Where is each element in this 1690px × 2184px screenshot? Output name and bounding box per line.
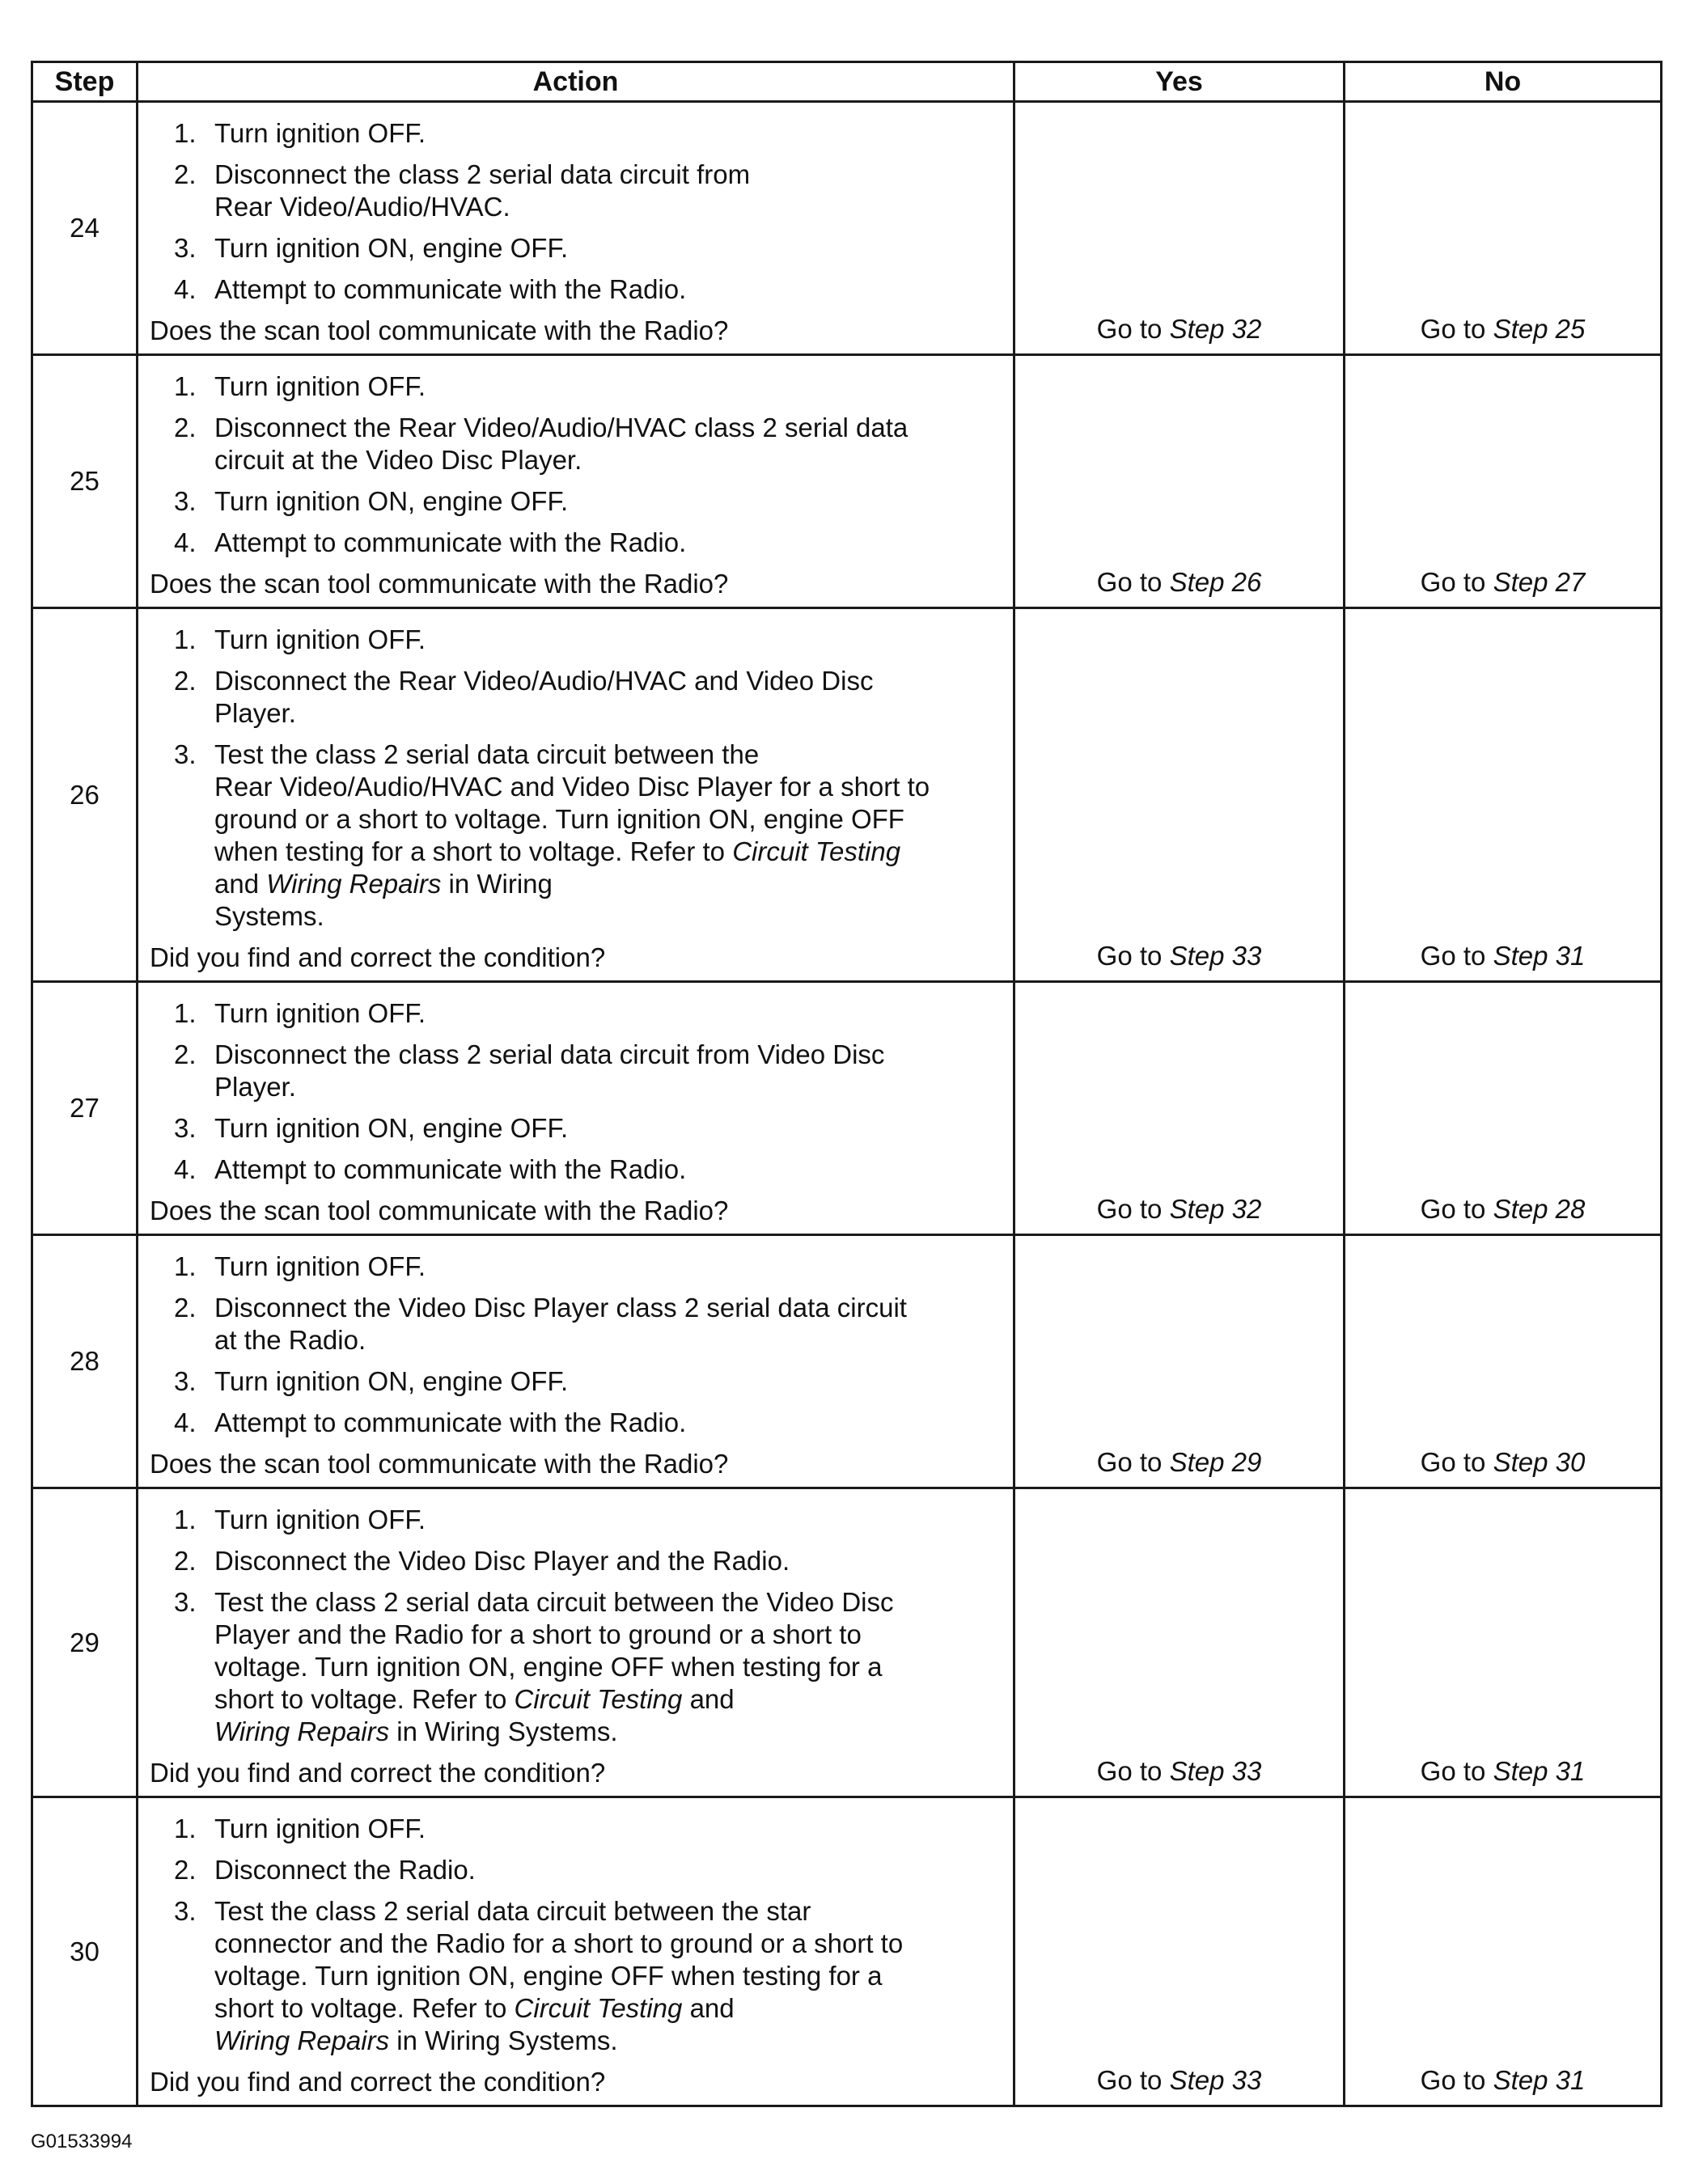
yes-result-step-target: Step 33	[1169, 1756, 1262, 1786]
action-text: Attempt to communicate with the Radio.	[214, 1407, 687, 1437]
step-question: Did you find and correct the condition?	[150, 942, 606, 972]
action-text: Player and the Radio for a short to ground or a short to	[214, 1619, 862, 1649]
action-text: when testing for a short to voltage. Refer to	[214, 836, 733, 866]
action-cell	[138, 982, 1014, 1235]
no-result-cell	[1345, 355, 1662, 608]
action-item	[150, 370, 1002, 403]
no-result-step-target: Step 31	[1493, 1756, 1586, 1786]
action-item-number: 3.	[174, 1896, 197, 1926]
action-text: Turn ignition OFF.	[214, 371, 426, 401]
action-text: Test the class 2 serial data circuit between the	[214, 739, 760, 769]
no-result-cell	[1345, 1235, 1662, 1488]
action-item-number: 4.	[174, 1154, 197, 1184]
action-text: Attempt to communicate with the Radio.	[214, 274, 687, 304]
yes-result-prefix: Go to	[1096, 1756, 1170, 1786]
no-result-prefix: Go to	[1420, 1447, 1493, 1477]
action-item	[150, 665, 1002, 730]
yes-result-cell	[1014, 982, 1345, 1235]
action-text: voltage. Turn ignition ON, engine OFF when testing for a	[214, 1652, 883, 1682]
action-item	[150, 1813, 1002, 1845]
action-cell	[138, 608, 1014, 982]
action-cell	[138, 1797, 1014, 2106]
action-text: Disconnect the Video Disc Player class 2 serial data circuit	[214, 1293, 907, 1323]
step-number: 28	[32, 1235, 138, 1488]
action-text: Systems.	[214, 901, 324, 931]
no-result-step-target: Step 27	[1493, 567, 1586, 597]
action-item	[150, 1251, 1002, 1283]
diagnostic-table	[31, 61, 1662, 2107]
action-text: Attempt to communicate with the Radio.	[214, 527, 687, 557]
action-list	[150, 997, 1002, 1186]
action-text: Turn ignition OFF.	[214, 624, 426, 654]
action-text: at the Radio.	[214, 1325, 366, 1355]
action-item-number: 3.	[174, 1366, 197, 1396]
action-item	[150, 527, 1002, 559]
action-text: short to voltage. Refer to	[214, 1684, 515, 1714]
action-item	[150, 1545, 1002, 1577]
step-question: Does the scan tool communicate with the Radio?	[150, 1196, 729, 1225]
action-text: Rear Video/Audio/HVAC and Video Disc Player for a short to	[214, 772, 930, 802]
action-item	[150, 1292, 1002, 1357]
no-result-step-target: Step 31	[1493, 2065, 1586, 2095]
step-number: 24	[32, 102, 138, 355]
action-text: Turn ignition ON, engine OFF.	[214, 1113, 569, 1143]
action-list	[150, 1504, 1002, 1748]
no-result-prefix: Go to	[1420, 2065, 1493, 2095]
action-list	[150, 1813, 1002, 2057]
action-text: Disconnect the class 2 serial data circuit from Video Disc	[214, 1039, 885, 1069]
action-item	[150, 159, 1002, 223]
action-cell	[138, 1235, 1014, 1488]
action-text: Player.	[214, 698, 296, 728]
action-text: connector and the Radio for a short to ground or a short to	[214, 1928, 904, 1958]
yes-result-step-target: Step 26	[1169, 567, 1262, 597]
yes-result-step-target: Step 32	[1169, 1194, 1262, 1224]
action-cell	[138, 355, 1014, 608]
action-item-number: 2.	[174, 1293, 197, 1323]
yes-result-cell	[1014, 608, 1345, 982]
column-header-no: No	[1345, 62, 1662, 102]
action-item-number: 1.	[174, 1814, 197, 1843]
action-text: Turn ignition ON, engine OFF.	[214, 1366, 569, 1396]
action-text: Turn ignition OFF.	[214, 998, 426, 1028]
action-text: Disconnect the Radio.	[214, 1855, 476, 1885]
action-text: Turn ignition ON, engine OFF.	[214, 486, 569, 516]
action-item	[150, 412, 1002, 476]
no-result-prefix: Go to	[1420, 941, 1493, 971]
action-text: short to voltage. Refer to	[214, 1993, 515, 2023]
action-item-number: 2.	[174, 1039, 197, 1069]
yes-result-cell	[1014, 1235, 1345, 1488]
action-item	[150, 1153, 1002, 1186]
action-text: Attempt to communicate with the Radio.	[214, 1154, 687, 1184]
action-item-number: 2.	[174, 1546, 197, 1576]
table-row	[32, 1235, 1662, 1488]
action-text: Turn ignition OFF.	[214, 118, 426, 148]
action-list	[150, 117, 1002, 306]
action-text: Turn ignition OFF.	[214, 1251, 426, 1281]
action-text: in Wiring Systems.	[389, 1716, 618, 1746]
no-result-step-target: Step 30	[1493, 1447, 1586, 1477]
action-item-number: 2.	[174, 413, 197, 442]
action-text: Turn ignition OFF.	[214, 1814, 426, 1843]
action-item	[150, 232, 1002, 265]
action-text: Test the class 2 serial data circuit between the Video Disc	[214, 1587, 894, 1617]
action-text: circuit at the Video Disc Player.	[214, 445, 582, 475]
no-result-step-target: Step 28	[1493, 1194, 1586, 1224]
action-text: Turn ignition ON, engine OFF.	[214, 233, 569, 263]
yes-result-prefix: Go to	[1096, 314, 1170, 344]
reference-link-text: Circuit Testing	[514, 1993, 683, 2023]
reference-link-text: Wiring Repairs	[214, 1716, 390, 1746]
yes-result-step-target: Step 33	[1169, 2065, 1262, 2095]
action-item-number: 2.	[174, 1855, 197, 1885]
action-item-number: 3.	[174, 739, 197, 769]
action-text: and	[214, 869, 267, 899]
action-text: Disconnect the Video Disc Player and the Radio.	[214, 1546, 790, 1576]
step-number: 27	[32, 982, 138, 1235]
table-row	[32, 608, 1662, 982]
action-item	[150, 1039, 1002, 1103]
action-list	[150, 624, 1002, 933]
action-item-number: 1.	[174, 998, 197, 1028]
action-item	[150, 1504, 1002, 1536]
action-item-number: 1.	[174, 1251, 197, 1281]
action-item	[150, 273, 1002, 306]
action-item-number: 1.	[174, 118, 197, 148]
no-result-prefix: Go to	[1420, 314, 1493, 344]
step-number: 25	[32, 355, 138, 608]
action-text: Turn ignition OFF.	[214, 1505, 426, 1534]
action-text: and	[682, 1684, 735, 1714]
yes-result-cell	[1014, 102, 1345, 355]
action-cell	[138, 1488, 1014, 1797]
action-item-number: 4.	[174, 1407, 197, 1437]
action-text: Test the class 2 serial data circuit between the star	[214, 1896, 811, 1926]
action-list	[150, 1251, 1002, 1439]
step-question: Does the scan tool communicate with the Radio?	[150, 569, 729, 599]
reference-link-text: Circuit Testing	[514, 1684, 683, 1714]
action-item	[150, 624, 1002, 656]
action-item-number: 4.	[174, 527, 197, 557]
action-item-number: 1.	[174, 371, 197, 401]
step-number: 30	[32, 1797, 138, 2106]
no-result-step-target: Step 25	[1493, 314, 1586, 344]
yes-result-cell	[1014, 355, 1345, 608]
action-text: Disconnect the Rear Video/Audio/HVAC class 2 serial data	[214, 413, 909, 442]
no-result-prefix: Go to	[1420, 1194, 1493, 1224]
action-list	[150, 370, 1002, 559]
action-item-number: 3.	[174, 233, 197, 263]
action-item-number: 4.	[174, 274, 197, 304]
action-item	[150, 1854, 1002, 1886]
yes-result-prefix: Go to	[1096, 1194, 1170, 1224]
table-row	[32, 982, 1662, 1235]
reference-link-text: Wiring Repairs	[266, 869, 442, 899]
table-header-row	[32, 62, 1662, 102]
yes-result-prefix: Go to	[1096, 941, 1170, 971]
yes-result-step-target: Step 33	[1169, 941, 1262, 971]
no-result-cell	[1345, 1797, 1662, 2106]
table-body	[32, 102, 1662, 2106]
action-item-number: 1.	[174, 1505, 197, 1534]
reference-link-text: Wiring Repairs	[214, 2025, 390, 2055]
no-result-cell	[1345, 982, 1662, 1235]
column-header-action: Action	[138, 62, 1014, 102]
action-text: and	[682, 1993, 735, 2023]
table-row	[32, 1797, 1662, 2106]
yes-result-cell	[1014, 1488, 1345, 1797]
no-result-cell	[1345, 102, 1662, 355]
action-item-number: 1.	[174, 624, 197, 654]
action-text: voltage. Turn ignition ON, engine OFF when testing for a	[214, 1961, 883, 1991]
action-item	[150, 739, 1002, 933]
action-item	[150, 997, 1002, 1030]
table-row	[32, 355, 1662, 608]
table-row	[32, 1488, 1662, 1797]
step-question: Did you find and correct the condition?	[150, 2067, 606, 2097]
action-item-number: 2.	[174, 159, 197, 189]
action-item-number: 3.	[174, 486, 197, 516]
yes-result-step-target: Step 32	[1169, 314, 1262, 344]
action-text: Player.	[214, 1072, 296, 1102]
action-text: ground or a short to voltage. Turn ignition ON, engine OFF	[214, 804, 904, 834]
no-result-cell	[1345, 608, 1662, 982]
reference-link-text: Circuit Testing	[732, 836, 901, 866]
action-item	[150, 117, 1002, 150]
action-item	[150, 1407, 1002, 1439]
action-text: Rear Video/Audio/HVAC.	[214, 192, 510, 222]
step-question: Did you find and correct the condition?	[150, 1758, 606, 1788]
no-result-step-target: Step 31	[1493, 941, 1586, 971]
step-question: Does the scan tool communicate with the Radio?	[150, 315, 729, 345]
yes-result-prefix: Go to	[1096, 1447, 1170, 1477]
action-item	[150, 1586, 1002, 1748]
action-text: in Wiring	[441, 869, 553, 899]
column-header-yes: Yes	[1014, 62, 1345, 102]
yes-result-step-target: Step 29	[1169, 1447, 1262, 1477]
step-question: Does the scan tool communicate with the Radio?	[150, 1449, 729, 1479]
action-text: in Wiring Systems.	[389, 2025, 618, 2055]
action-item-number: 3.	[174, 1113, 197, 1143]
action-text: Disconnect the Rear Video/Audio/HVAC and Video Disc	[214, 666, 874, 696]
action-item-number: 3.	[174, 1587, 197, 1617]
step-number: 29	[32, 1488, 138, 1797]
action-item	[150, 485, 1002, 518]
no-result-prefix: Go to	[1420, 567, 1493, 597]
action-cell	[138, 102, 1014, 355]
action-item	[150, 1365, 1002, 1398]
action-item	[150, 1895, 1002, 2057]
figure-id: G01533994	[31, 2131, 133, 2152]
column-header-step: Step	[32, 62, 138, 102]
action-text: Disconnect the class 2 serial data circuit from	[214, 159, 751, 189]
no-result-cell	[1345, 1488, 1662, 1797]
action-item	[150, 1112, 1002, 1145]
table-row	[32, 102, 1662, 355]
yes-result-prefix: Go to	[1096, 2065, 1170, 2095]
no-result-prefix: Go to	[1420, 1756, 1493, 1786]
yes-result-cell	[1014, 1797, 1345, 2106]
step-number: 26	[32, 608, 138, 982]
action-item-number: 2.	[174, 666, 197, 696]
yes-result-prefix: Go to	[1096, 567, 1170, 597]
